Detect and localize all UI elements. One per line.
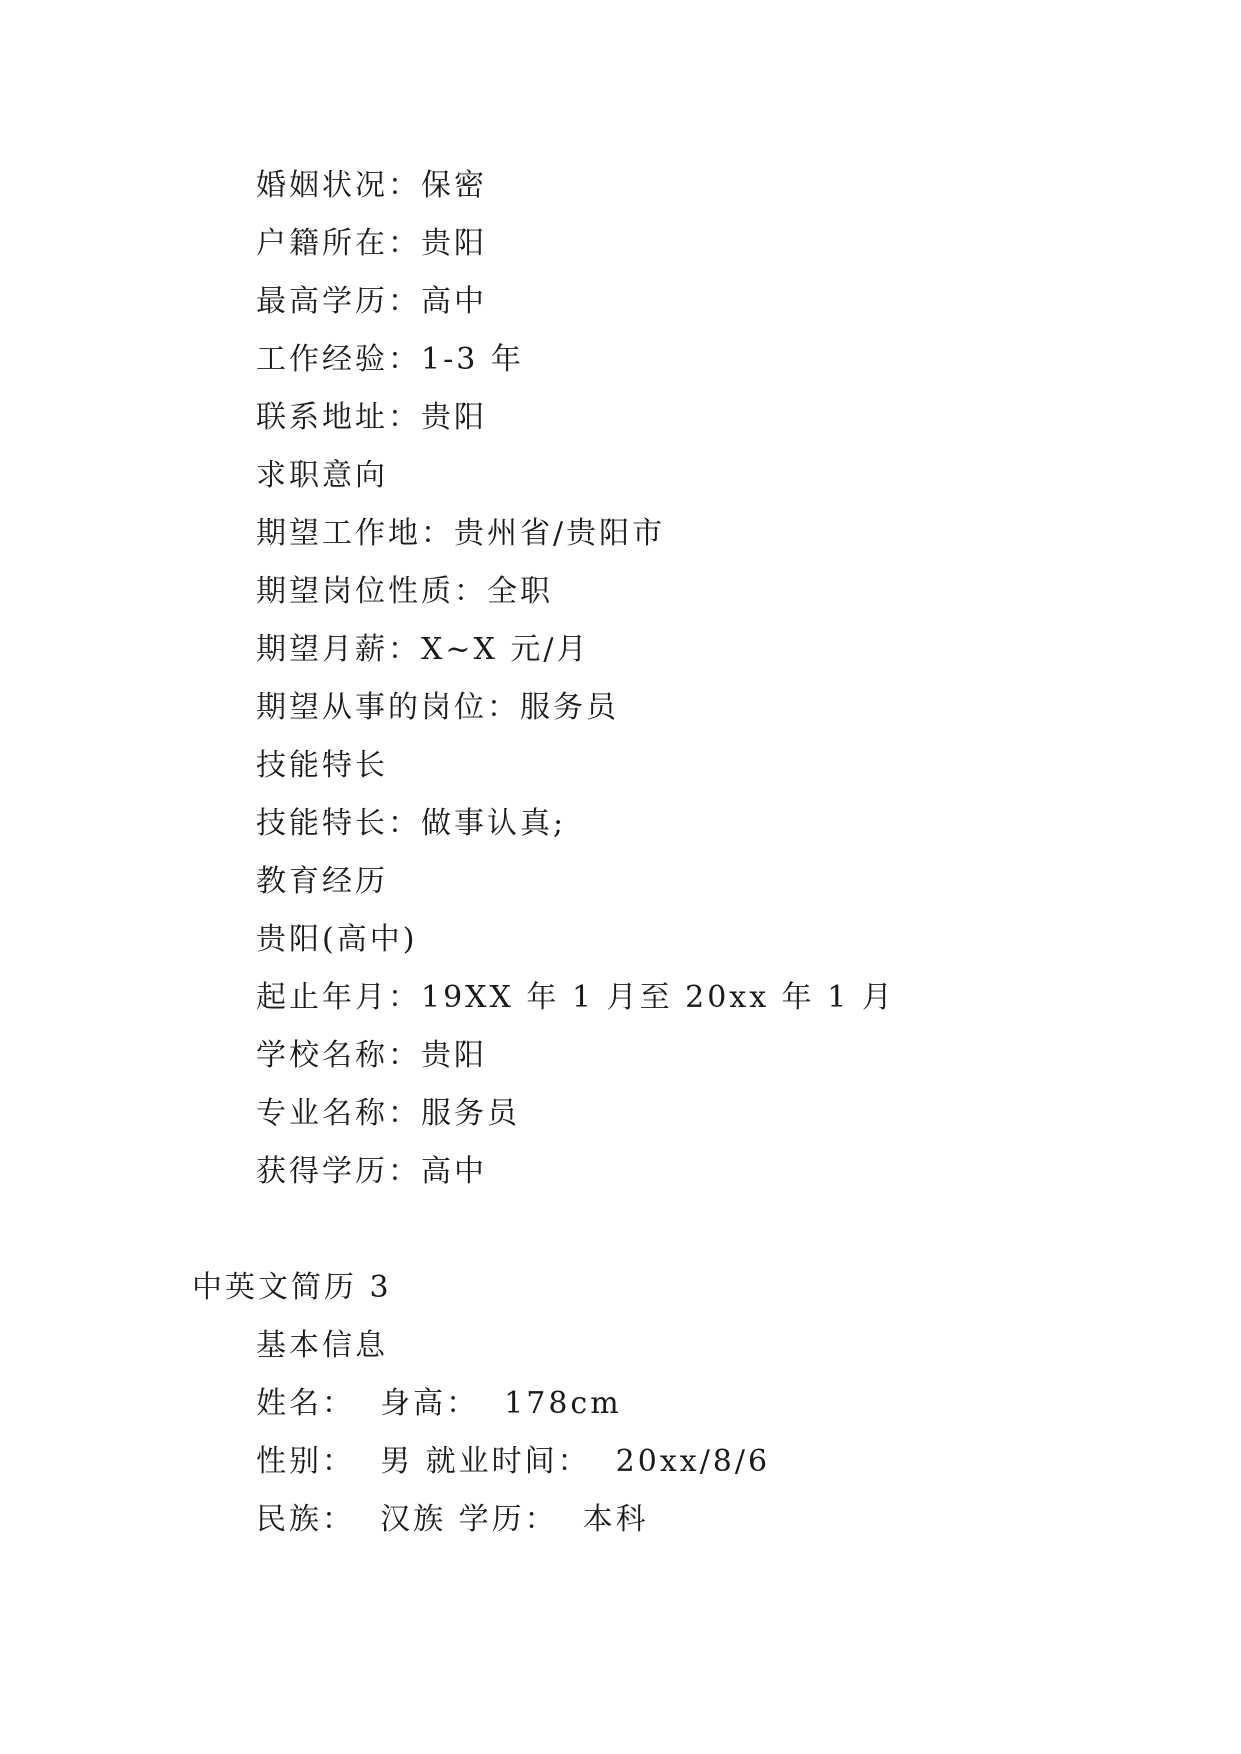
skills-line: 技能特长：做事认真; xyxy=(256,806,567,841)
education-heading: 教育经历 xyxy=(256,864,388,899)
expected-salary-line: 期望月薪：X~X 元/月 xyxy=(256,632,590,667)
school-name-line: 学校名称：贵阳 xyxy=(256,1038,487,1073)
period-line: 起止年月：19XX 年 1 月至 20xx 年 1 月 xyxy=(256,980,895,1015)
basic-info-heading: 基本信息 xyxy=(256,1328,388,1363)
degree-obtained-line: 获得学历：高中 xyxy=(256,1154,487,1189)
job-intention-heading: 求职意向 xyxy=(256,458,388,493)
expected-position-line: 期望从事的岗位：服务员 xyxy=(256,690,619,725)
major-name-line: 专业名称：服务员 xyxy=(256,1096,520,1131)
highest-education-line: 最高学历：高中 xyxy=(256,284,487,319)
contact-address-line: 联系地址：贵阳 xyxy=(256,400,487,435)
name-height-line: 姓名： 身高： 178cm xyxy=(256,1386,622,1421)
work-experience-line: 工作经验：1-3 年 xyxy=(256,342,524,377)
marital-status-line: 婚姻状况：保密 xyxy=(256,168,487,203)
expected-job-type-line: 期望岗位性质：全职 xyxy=(256,574,553,609)
gender-employment-line: 性别： 男 就业时间： 20xx/8/6 xyxy=(256,1444,771,1479)
expected-location-line: 期望工作地：贵州省/贵阳市 xyxy=(256,516,666,551)
school-entry-line: 贵阳(高中) xyxy=(256,922,418,957)
skills-heading: 技能特长 xyxy=(256,748,388,783)
resume-title: 中英文简历 3 xyxy=(192,1270,392,1305)
household-registration-line: 户籍所在：贵阳 xyxy=(256,226,487,261)
ethnicity-education-line: 民族： 汉族 学历： 本科 xyxy=(256,1502,649,1537)
